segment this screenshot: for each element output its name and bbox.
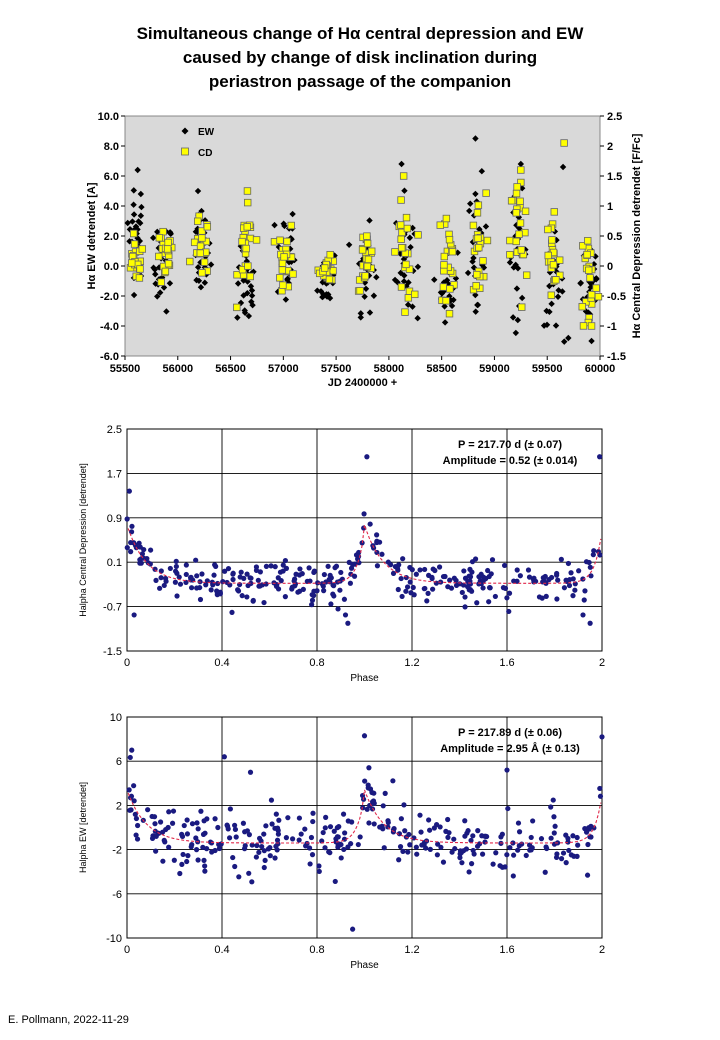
title-line-2: caused by change of disk inclination during (182, 48, 538, 67)
ew-phase-point (182, 823, 187, 828)
ew-phase-point (194, 820, 199, 825)
ew-phase-point (336, 843, 341, 848)
ew-phase-point (322, 845, 327, 850)
ew-phase-point (559, 856, 564, 861)
ew-phase-point (310, 852, 315, 857)
ew-phase-point (200, 845, 205, 850)
ew-phase-point (195, 857, 200, 862)
ew-phase-point (517, 829, 522, 834)
ew-phase-point (162, 839, 167, 844)
ew-phase-point (323, 825, 328, 830)
ew-phase-point (317, 869, 322, 874)
ew-phase-point (561, 850, 566, 855)
ew-phase-point (372, 821, 377, 826)
ew-phase-point (480, 852, 485, 857)
ew-phase-point (446, 830, 451, 835)
ew-phase-point (236, 874, 241, 879)
ew-phase-point (241, 821, 246, 826)
x-tick-label: 57500 (320, 363, 352, 375)
ew-phase-point (445, 835, 450, 840)
ew-phase-point (468, 838, 473, 843)
y2-tick-label: 1.5 (607, 171, 623, 183)
ew-phase-point (402, 828, 407, 833)
ew-phase-point (517, 843, 522, 848)
ew-phase-point (133, 832, 138, 837)
ew-phase-point (202, 869, 207, 874)
ew-phase-point (462, 834, 467, 839)
ew-phase-point (543, 870, 548, 875)
x-axis-label: JD 2400000 + (327, 377, 398, 389)
ew-phase-point (396, 857, 401, 862)
x-axis-label: Phase (350, 673, 379, 684)
ew-phase-point (243, 843, 248, 848)
ew-phase-point (209, 849, 214, 854)
y-tick-label: -4.0 (100, 321, 119, 333)
ew-phase-point (267, 845, 272, 850)
ew-phase-point (586, 825, 591, 830)
ew-phase-point (500, 832, 505, 837)
y2-tick-label: 0 (607, 261, 614, 273)
ew-phase-point (598, 794, 603, 799)
ew-phase-point (297, 815, 302, 820)
ew-phase-point (350, 927, 355, 932)
ew-phase-point (272, 855, 277, 860)
x-tick-label: 1.2 (404, 944, 420, 956)
ew-phase-point (274, 812, 279, 817)
ew-phase-point (230, 855, 235, 860)
ew-phase-point (341, 812, 346, 817)
ew-phase-point (323, 815, 328, 820)
ew-phase-point (276, 832, 281, 837)
y-tick-label: 2.5 (106, 424, 122, 436)
y-tick-label: 10 (109, 712, 122, 724)
ew-phase-point (128, 755, 133, 760)
ew-phase-point (127, 787, 132, 792)
ew-phase-point (215, 825, 220, 830)
ew-phase-point (234, 834, 239, 839)
ew-phase-point (507, 845, 512, 850)
x-tick-label: 2 (598, 944, 606, 956)
ew-phase-point (179, 862, 184, 867)
ew-phase-point (233, 827, 238, 832)
y-tick-label: 0.0 (103, 261, 119, 273)
ew-phase-point (382, 845, 387, 850)
ew-phase-point (441, 860, 446, 865)
ew-phase-point (302, 826, 307, 831)
ew-phase-point (339, 855, 344, 860)
y2-tick-label: 2.5 (607, 111, 623, 123)
y2-tick-label: -1.5 (607, 351, 626, 363)
ew-phase-point (490, 862, 495, 867)
ew-phase-point (226, 826, 231, 831)
y-tick-label: 2.0 (103, 231, 119, 243)
ew-phase-point (405, 849, 410, 854)
ew-phase-point (497, 863, 502, 868)
ew-phase-point (569, 852, 574, 857)
y-tick-label: -6 (112, 888, 122, 901)
ew-phase-point (459, 860, 464, 865)
ew-phase-point (254, 843, 259, 848)
ew-phase-point (177, 871, 182, 876)
ew-phase-point (414, 852, 419, 857)
x-axis-label: Phase (350, 960, 379, 971)
ew-phase-point (438, 845, 443, 850)
ew-phase-point (145, 807, 150, 812)
x-tick-label: 58500 (426, 363, 457, 375)
ew-phase-point (552, 830, 557, 835)
y2-axis-label: Hα Central Depression detrendet [F/Fc] (631, 133, 643, 339)
x-tick-label: 60000 (584, 363, 616, 375)
y-tick-label: 6.0 (103, 171, 119, 183)
ew-phase-point (201, 858, 206, 863)
ew-phase-point (262, 865, 267, 870)
x-tick-label: 57000 (268, 363, 299, 375)
ew-phase-point (333, 879, 338, 884)
ew-phase-point (326, 849, 331, 854)
ew-phase-point (362, 733, 367, 738)
ew-phase-point (193, 835, 198, 840)
ew-phase-point (493, 850, 498, 855)
x-tick-label: 55500 (109, 363, 141, 375)
ew-phase-point (426, 817, 431, 822)
ew-phase-point (190, 821, 195, 826)
ew-phase-point (427, 828, 432, 833)
ew-phase-point (462, 818, 467, 823)
ew-phase-point (268, 853, 273, 858)
y-tick-label: 4.0 (103, 201, 119, 213)
x-tick-label: 56000 (162, 363, 194, 375)
ew-phase-point (249, 879, 254, 884)
ew-phase-point (150, 836, 155, 841)
ew-phase-point (435, 852, 440, 857)
y-tick-label: -2.0 (100, 291, 119, 303)
y-tick-label: -1.5 (103, 646, 122, 658)
ew-phase-point (232, 864, 237, 869)
ew-phase-point (552, 842, 557, 847)
ew-phase-point (477, 841, 482, 846)
ew-phase-point (309, 835, 314, 840)
ew-phase-point (383, 791, 388, 796)
y-tick-label: 0.9 (106, 512, 122, 525)
ew-phase-point (202, 863, 207, 868)
x-tick-label: 0.4 (214, 657, 230, 669)
ew-phase-point (529, 835, 534, 840)
ew-phase-point (345, 844, 350, 849)
ew-phase-point (194, 847, 199, 852)
ew-phase-point (321, 830, 326, 835)
ew-phase-point (530, 818, 535, 823)
ew-phase-point (445, 817, 450, 822)
ew-phase-point (170, 821, 175, 826)
ew-phase-point (284, 835, 289, 840)
ew-phase-point (470, 833, 475, 838)
ew-phase-point (153, 849, 158, 854)
ew-phase-point (380, 826, 385, 831)
ew-phase-point (504, 852, 509, 857)
ew-phase-point (128, 807, 133, 812)
y-axis-label: Hα EW detrendet [A] (86, 182, 98, 290)
ew-phase-point (134, 816, 139, 821)
y-tick-label: 1.7 (106, 468, 122, 481)
x-tick-label: 0.4 (214, 944, 230, 956)
ew-phase-point (515, 848, 520, 853)
title-line-3: periastron passage of the companion (208, 72, 512, 91)
x-tick-label: 1.6 (499, 657, 515, 669)
ew-phase-point (202, 831, 207, 836)
x-tick-label: 58000 (373, 363, 405, 375)
ew-phase-point (248, 770, 253, 775)
ew-phase-point (261, 831, 266, 836)
ew-phase-point (570, 833, 575, 838)
x-tick-label: 1.2 (404, 657, 420, 669)
ew-phase-point (564, 860, 569, 865)
ew-phase-point (548, 804, 553, 809)
ew-phase-point (285, 815, 290, 820)
y2-tick-label: -1 (607, 321, 617, 333)
period-annotation: P = 217.70 d (± 0.07) (458, 439, 562, 451)
ew-phase-point (171, 808, 176, 813)
ew-phase-point (549, 836, 554, 841)
ew-phase-point (458, 851, 463, 856)
ew-phase-point (505, 806, 510, 811)
ew-phase-point (400, 849, 405, 854)
ew-phase-point (451, 837, 456, 842)
ew-phase-point (222, 754, 227, 759)
ew-phase-point (166, 845, 171, 850)
ew-phase-point (597, 786, 602, 791)
ew-phase-point (399, 816, 404, 821)
y-tick-label: -0.7 (103, 601, 122, 614)
ew-phase-point (398, 844, 403, 849)
ew-phase-point (428, 847, 433, 852)
ew-phase-point (381, 803, 386, 808)
ew-phase-point (417, 813, 422, 818)
ew-phase-point (585, 842, 590, 847)
ew-phase-point (349, 819, 354, 824)
ew-phase-point (307, 845, 312, 850)
ew-phase-point (599, 734, 604, 739)
ew-phase-point (184, 859, 189, 864)
ew-phase-point (185, 817, 190, 822)
ew-phase-point (504, 767, 509, 772)
ew-phase-point (201, 818, 206, 823)
ew-phase-point (149, 814, 154, 819)
ew-phase-point (254, 854, 259, 859)
ew-phase-point (335, 834, 340, 839)
legend-label-ew: EW (198, 127, 215, 138)
ew-phase-point (356, 842, 361, 847)
ew-phase-point (551, 814, 556, 819)
ew-phase-point (332, 829, 337, 834)
ew-phase-point (422, 842, 427, 847)
ew-phase-point (196, 826, 201, 831)
ew-phase-point (246, 871, 251, 876)
ew-phase-point (342, 830, 347, 835)
ew-phase-point (479, 833, 484, 838)
ew-phase-point (316, 863, 321, 868)
period-annotation: P = 217.89 d (± 0.06) (458, 727, 562, 739)
ew-phase-point (198, 809, 203, 814)
ew-phase-point (269, 797, 274, 802)
x-tick-label: 0.8 (309, 944, 325, 956)
ew-phase-point (390, 778, 395, 783)
ew-phase-point (544, 846, 549, 851)
ew-phase-point (553, 824, 558, 829)
ew-phase-point (466, 869, 471, 874)
x-tick-label: 56500 (215, 363, 246, 375)
y-tick-label: -2 (112, 844, 122, 857)
ew-phase-point (180, 834, 185, 839)
ew-phase-point (414, 845, 419, 850)
ew-phase-point (189, 844, 194, 849)
ew-phase-point (516, 820, 521, 825)
y-tick-label: -10 (106, 933, 122, 945)
ew-phase-point (135, 823, 140, 828)
ew-phase-point (524, 853, 529, 858)
ew-phase-point (276, 818, 281, 823)
ew-phase-point (158, 819, 163, 824)
ew-phase-point (418, 829, 423, 834)
y-axis-label: Halpha EW [detrendet] (78, 781, 88, 874)
ew-phase-point (328, 824, 333, 829)
y2-tick-label: 1 (607, 201, 614, 213)
ew-phase-point (269, 821, 274, 826)
ew-phase-point (228, 806, 233, 811)
ew-phase-point (434, 822, 439, 827)
ew-phase-point (565, 839, 570, 844)
ew-phase-point (129, 748, 134, 753)
ew-phase-point (227, 835, 232, 840)
ew-phase-point (160, 859, 165, 864)
ew-phase-point (166, 825, 171, 830)
ew-phase-point (172, 858, 177, 863)
ew-phase-point (369, 790, 374, 795)
ew-phase-point (256, 850, 261, 855)
ew-phase-point (259, 844, 264, 849)
ew-phase-point (475, 828, 480, 833)
y-tick-label: 2 (115, 800, 122, 813)
ew-phase-point (212, 816, 217, 821)
y-tick-label: 0.1 (106, 557, 122, 570)
ew-phase-point (275, 847, 280, 852)
ew-phase-point (482, 839, 487, 844)
ew-phase-point (166, 809, 171, 814)
ew-phase-point (585, 873, 590, 878)
ew-phase-point (575, 843, 580, 848)
ew-phase-point (185, 853, 190, 858)
amplitude-annotation: Amplitude = 2.95 Å (± 0.13) (440, 743, 580, 755)
ew-phase-point (365, 807, 370, 812)
credit-text: E. Pollmann, 2022-11-29 (8, 1014, 129, 1026)
ew-phase-point (551, 797, 556, 802)
ew-phase-point (511, 873, 516, 878)
ew-phase-point (539, 836, 544, 841)
ew-phase-point (472, 851, 477, 856)
y2-tick-label: -0.5 (607, 291, 626, 303)
ew-phase-point (452, 846, 457, 851)
ew-phase-point (310, 811, 315, 816)
ew-phase-point (336, 824, 341, 829)
y-tick-label: 8.0 (103, 141, 119, 153)
ew-phase-point (185, 831, 190, 836)
x-tick-label: 59500 (531, 363, 563, 375)
x-tick-label: 1.6 (499, 944, 515, 956)
ew-phase-point (362, 778, 367, 783)
ew-phase-point (180, 852, 185, 857)
ew-phase-point (358, 834, 363, 839)
ew-phase-point (366, 820, 371, 825)
ew-phase-point (511, 853, 516, 858)
ew-phase-point (299, 831, 304, 836)
ew-phase-point (152, 821, 157, 826)
ew-phase-point (275, 841, 280, 846)
ew-phase-point (566, 848, 571, 853)
ew-phase-point (563, 833, 568, 838)
ew-phase-point (407, 842, 412, 847)
ew-phase-point (385, 818, 390, 823)
ew-phase-point (469, 861, 474, 866)
ew-phase-point (242, 829, 247, 834)
y-tick-label: -6.0 (100, 351, 119, 363)
legend-label-cd: CD (198, 148, 213, 159)
x-tick-label: 2 (598, 657, 606, 669)
x-tick-label: 0.8 (309, 657, 325, 669)
y2-tick-label: 2 (607, 141, 614, 153)
title-line-1: Simultaneous change of Hα central depression and EW (136, 24, 584, 43)
ew-phase-point (554, 851, 559, 856)
ew-phase-point (310, 819, 315, 824)
ew-phase-point (366, 765, 371, 770)
ew-phase-point (529, 847, 534, 852)
ew-phase-point (308, 861, 313, 866)
ew-phase-point (290, 836, 295, 841)
y-tick-label: 6 (115, 756, 122, 769)
ew-phase-point (297, 837, 302, 842)
x-tick-label: 0 (123, 944, 131, 956)
amplitude-annotation: Amplitude = 0.52 (± 0.014) (442, 455, 578, 467)
y-tick-label: 10.0 (97, 111, 119, 123)
x-tick-label: 0 (123, 657, 131, 669)
x-tick-label: 59000 (479, 363, 510, 375)
ew-phase-point (263, 823, 268, 828)
ew-phase-point (366, 785, 371, 790)
y2-tick-label: 0.5 (607, 231, 623, 243)
y-axis-label: Halpha Central Depression [detrendet] (78, 463, 88, 617)
ew-phase-point (401, 802, 406, 807)
ew-phase-point (131, 783, 136, 788)
ew-phase-point (263, 858, 268, 863)
